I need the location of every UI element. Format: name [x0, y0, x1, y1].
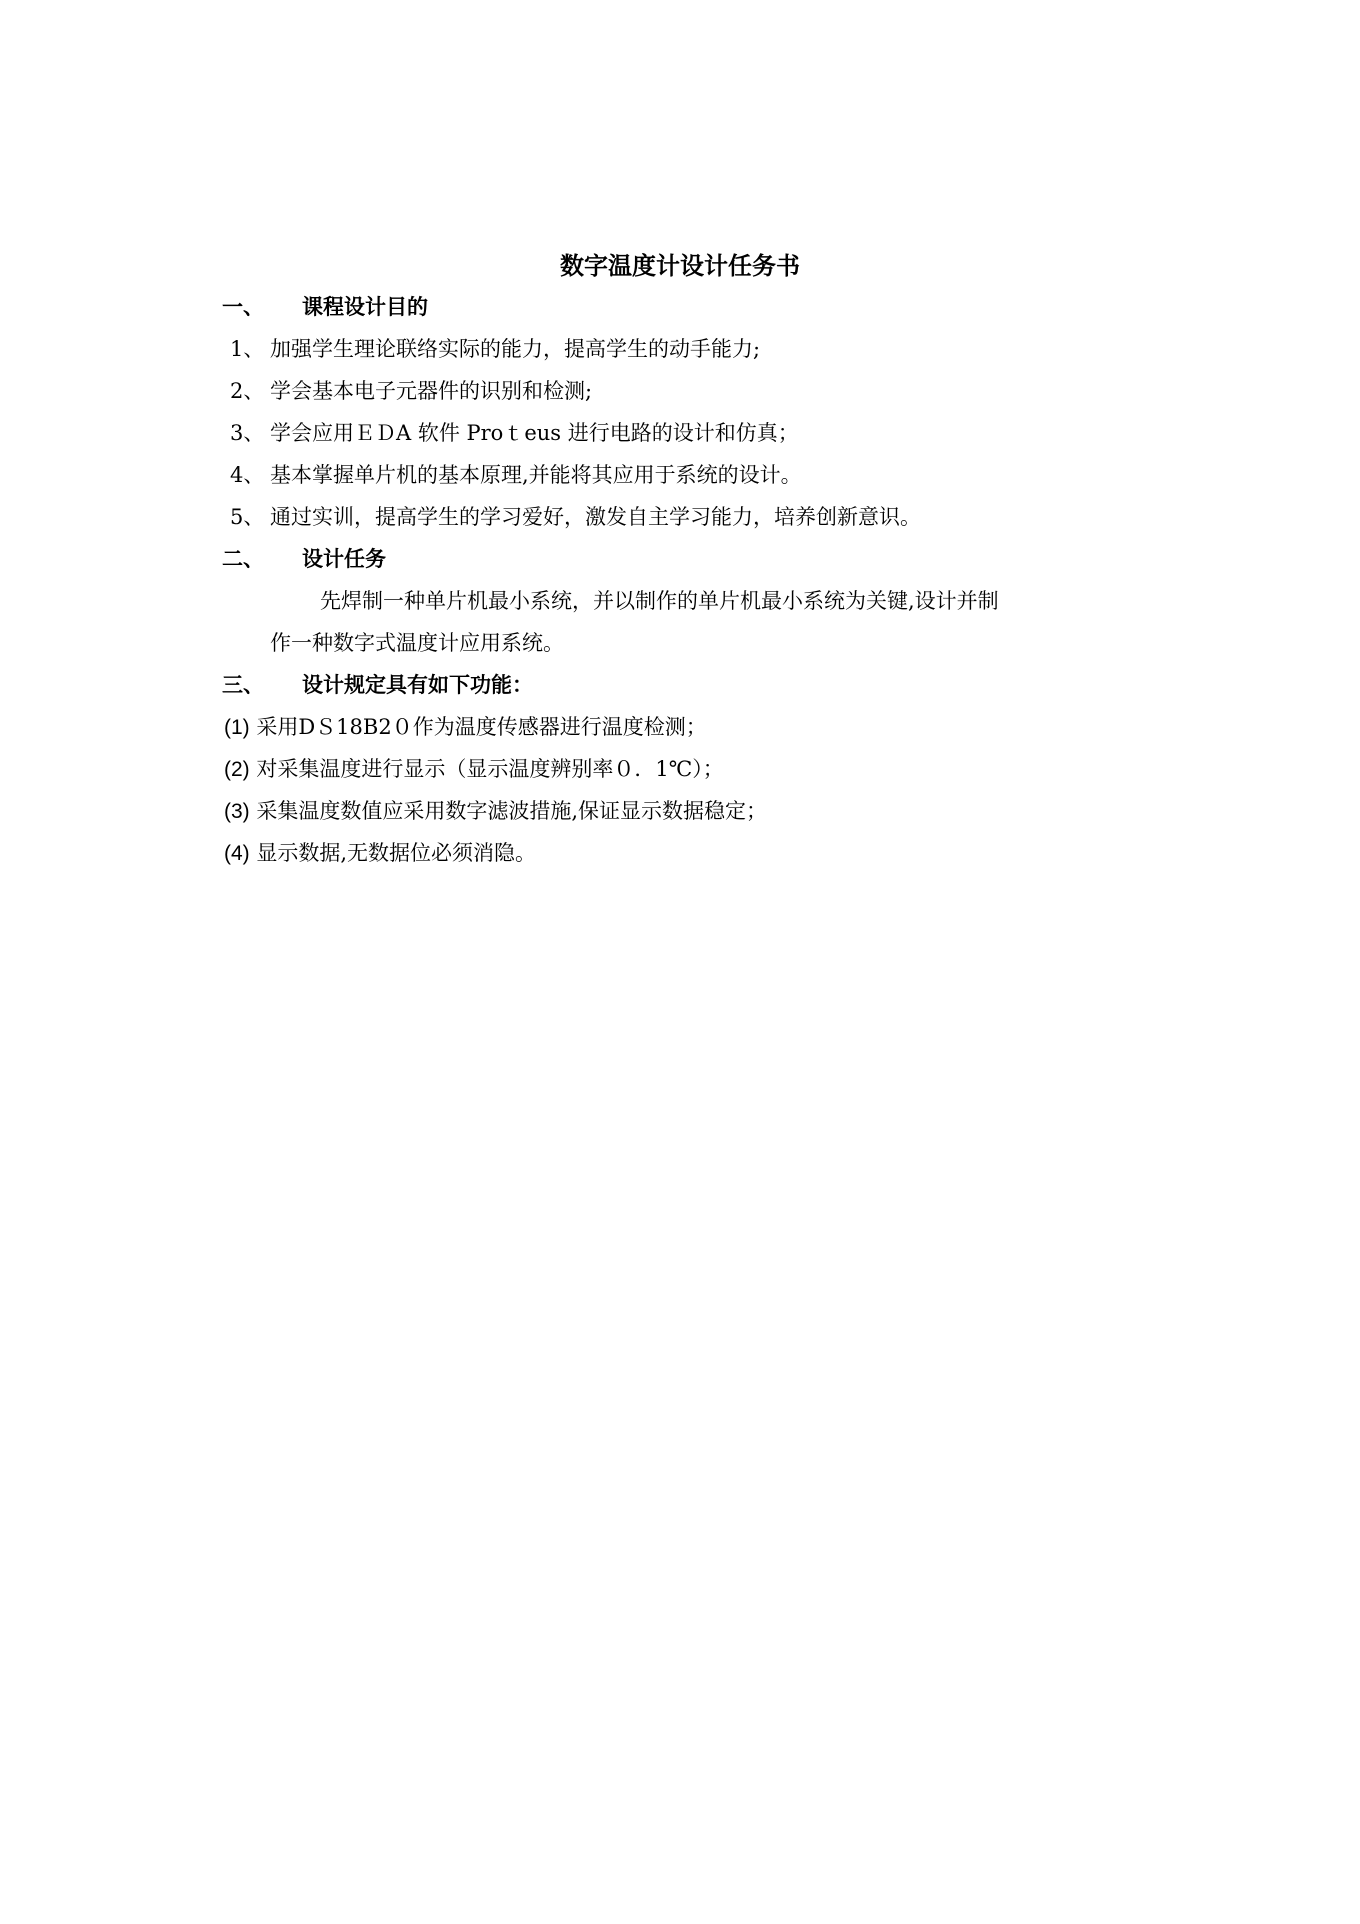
requirement-number: (1) [224, 716, 250, 739]
list-item-text: 基本掌握单片机的基本原理,并能将其应用于系统的设计。 [270, 463, 802, 487]
list-item [230, 459, 802, 491]
list-item-number: 5、 [230, 505, 265, 529]
section-number-3: 三、 [222, 673, 264, 697]
section-heading-1 [222, 291, 428, 323]
section-heading-3 [222, 669, 533, 701]
list-item [230, 417, 799, 449]
list-item [230, 501, 921, 533]
list-item-text: 学会基本电子元器件的识别和检测; [270, 379, 593, 403]
requirement-number: (3) [224, 800, 250, 823]
document-title: 数字温度计设计任务书 [560, 252, 800, 280]
task-paragraph-line-1: 先焊制一种单片机最小系统，并以制作的单片机最小系统为关键,设计并制 [320, 589, 999, 613]
requirement-item [224, 753, 724, 786]
requirement-item [224, 795, 767, 828]
task-paragraph-line-2: 作一种数字式温度计应用系统。 [270, 631, 564, 655]
requirement-text: 采集温度数值应采用数字滤波措施,保证显示数据稳定； [249, 799, 768, 823]
requirement-item [224, 837, 536, 870]
list-item-number: 3、 [230, 421, 265, 445]
section-heading-2 [222, 543, 386, 575]
section-number-2: 二、 [222, 547, 264, 571]
requirement-text: 显示数据,无数据位必须消隐。 [249, 841, 537, 865]
list-item-number: 1、 [230, 337, 265, 361]
requirement-number: (4) [224, 842, 250, 865]
section-title-1: 课程设计目的 [302, 295, 428, 319]
list-item [230, 333, 760, 365]
requirement-item [224, 711, 707, 744]
list-item-text: 学会应用ＥＤA 软件 Proｔeus 进行电路的设计和仿真； [270, 421, 799, 445]
list-item-text: 加强学生理论联络实际的能力，提高学生的动手能力; [270, 337, 761, 361]
list-item [230, 375, 592, 407]
list-item-text: 通过实训，提高学生的学习爱好，激发自主学习能力，培养创新意识。 [270, 505, 921, 529]
requirement-text: 对采集温度进行显示（显示温度辨别率０．1℃）； [249, 757, 724, 781]
requirement-text: 采用DＳ18B2０作为温度传感器进行温度检测； [249, 715, 707, 739]
requirement-number: (2) [224, 758, 250, 781]
list-item-number: 4、 [230, 463, 265, 487]
section-title-3: 设计规定具有如下功能： [302, 673, 533, 697]
section-number-1: 一、 [222, 295, 264, 319]
section-title-2: 设计任务 [302, 547, 386, 571]
list-item-number: 2、 [230, 379, 265, 403]
